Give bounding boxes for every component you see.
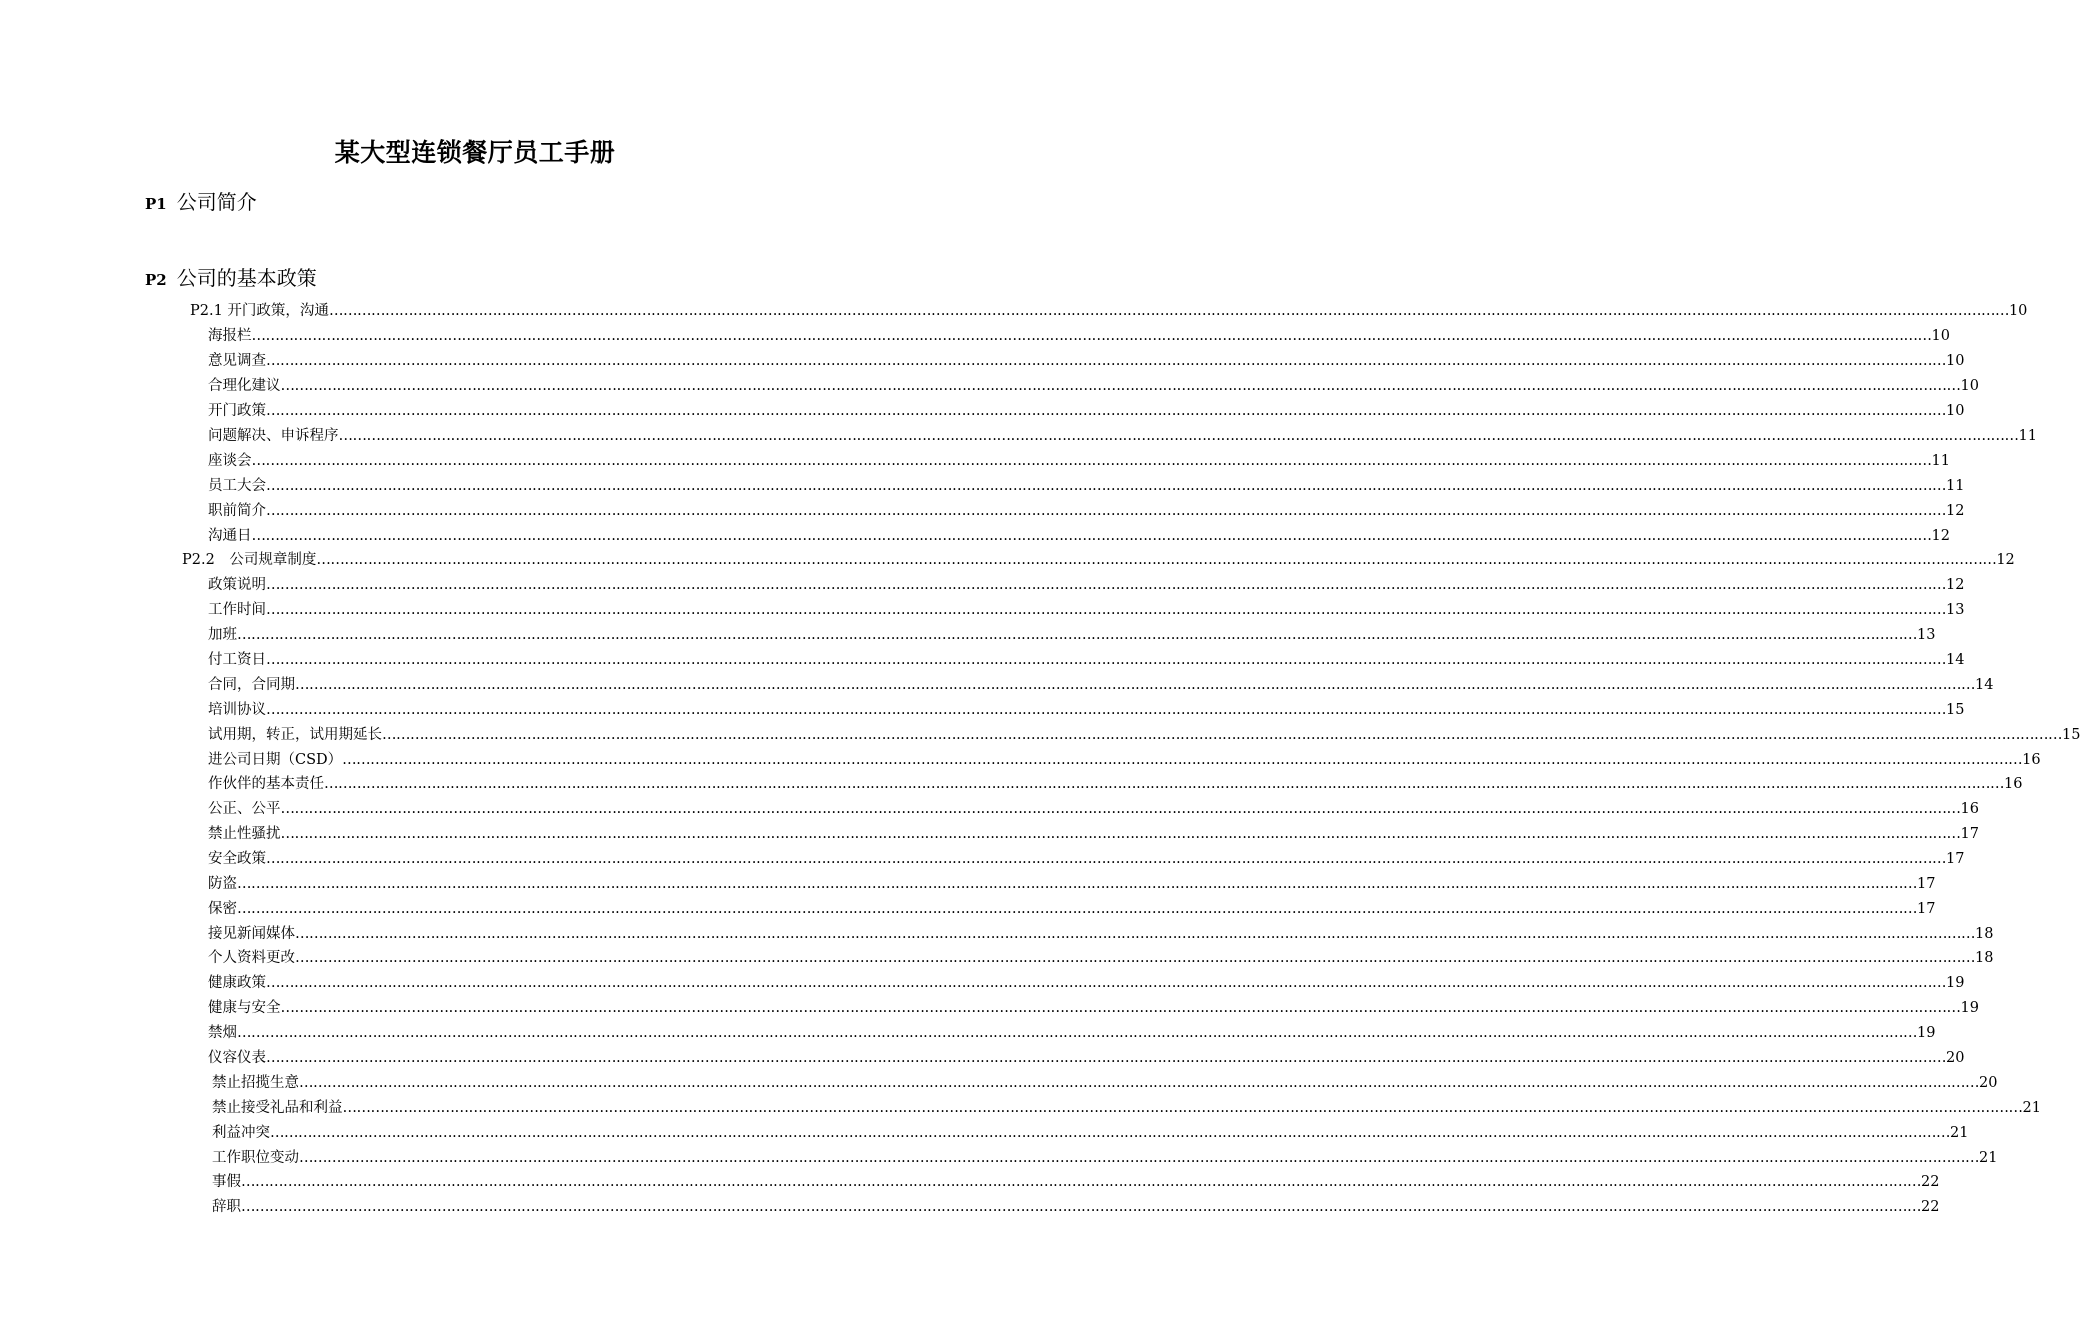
toc-entry [208,624,1936,646]
toc-entry-page: 21 [1979,1150,1998,1166]
toc-entry-label: 保密 [208,901,237,917]
toc-entry [208,375,1979,397]
toc-entry-label: 安全政策 [208,851,266,867]
toc-entry-label: 工作职位变动 [212,1150,299,1166]
toc-entry-page: 13 [1946,602,1965,618]
toc-leader-dots: ……………………………………………………………………………………………………………………………………………………………………………………………………………………………………………………………………………………………………………………………… [295,677,1975,693]
toc-entry-label: 进公司日期（CSD） [208,752,343,768]
toc-entry [208,923,1994,945]
toc-entry [208,873,1936,895]
toc-entry-page: 16 [2022,752,2041,768]
toc-entry-label: 禁止招揽生意 [212,1075,299,1091]
section-heading-p1 [145,186,257,215]
toc-entry-page: 19 [1946,975,1965,991]
toc-entry-label: 利益冲突 [212,1125,270,1141]
toc-entry-label: 政策说明 [208,577,266,593]
toc-entry-label: 问题解决、申诉程序 [208,428,339,444]
toc-entry-page: 21 [2022,1100,2041,1116]
section-title: 公司的基本政策 [176,266,317,290]
toc-entry-page: 10 [2008,303,2028,319]
toc-entry-label: 禁止性骚扰 [208,826,281,842]
toc-entry-label: 工作时间 [208,602,266,618]
toc-entry-page: 12 [1996,552,2015,568]
toc-entry-page: 19 [1960,1000,1979,1016]
toc-entry-label: 合理化建议 [208,378,281,394]
toc-entry-page: 16 [2004,776,2023,792]
toc-entry-page: 21 [1950,1125,1969,1141]
toc-entry [182,549,2015,571]
toc-entry [208,525,1950,547]
toc-entry-label: 事假 [212,1174,241,1190]
toc-entry [208,425,2037,447]
toc-entry-page: 22 [1921,1174,1940,1190]
toc-entry [190,300,2028,322]
toc-entry [208,773,2023,795]
toc-leader-dots: ……………………………………………………………………………………………………………………………………………………………………………………………………………………………………………………………………………………………………………………………… [266,602,1946,618]
toc-entry-page: 16 [1960,801,1979,817]
toc-entry-label: 禁烟 [208,1025,237,1041]
toc-entry [208,848,1965,870]
toc-leader-dots: ……………………………………………………………………………………………………………………………………………………………………………………………………………………………………………………………………………………………………………………………… [342,1100,2023,1116]
toc-entry-page: 11 [2018,428,2037,444]
toc-leader-dots: ……………………………………………………………………………………………………………………………………………………………………………………………………………………………………………………………………………………………………………………………… [324,776,2004,792]
toc-leader-dots: ……………………………………………………………………………………………………………………………………………………………………………………………………………………………………………………………………………………………………………………………… [251,328,1932,344]
toc-entry [208,1047,1965,1069]
toc-entry-label: 辞职 [212,1199,241,1215]
toc-entry-page: 10 [1946,353,1965,369]
toc-entry [212,1196,1940,1218]
toc-entry-label: P2.1 开门政策，沟通 [190,303,329,319]
toc-leader-dots: ……………………………………………………………………………………………………………………………………………………………………………………………………………………………………………………………………………………………………………………………… [251,453,1932,469]
toc-entry-label: 开门政策 [208,403,266,419]
toc-entry [208,997,1979,1019]
toc-entry-page: 11 [1946,478,1965,494]
toc-entry-label: 作伙伴的基本责任 [208,776,324,792]
toc-entry-label: 职前简介 [208,503,266,519]
toc-entry-label: 座谈会 [208,453,252,469]
toc-entry [208,1022,1936,1044]
toc-entry-page: 14 [1946,652,1965,668]
toc-entry-page: 15 [2062,727,2080,743]
toc-entry-page: 13 [1917,627,1936,643]
toc-leader-dots: ……………………………………………………………………………………………………………………………………………………………………………………………………………………………………………………………………………………………………………………………… [299,1150,1979,1166]
toc-entry-label: 试用期，转正，试用期延长 [208,727,382,743]
toc-leader-dots: ……………………………………………………………………………………………………………………………………………………………………………………………………………………………………………………………………………………………………………………………… [342,752,2023,768]
toc-leader-dots: ……………………………………………………………………………………………………………………………………………………………………………………………………………………………………………………………………………………………………………………………… [237,1025,1917,1041]
toc-entry [208,798,1979,820]
toc-entry-label: 仪容仪表 [208,1050,266,1066]
toc-entry-page: 17 [1946,851,1965,867]
toc-entry [212,1147,1998,1169]
toc-entry [208,898,1936,920]
toc-leader-dots: ……………………………………………………………………………………………………………………………………………………………………………………………………………………………………………………………………………………………………………………………… [266,652,1946,668]
section-heading-p2 [145,262,317,291]
toc-entry-page: 10 [1960,378,1979,394]
toc-leader-dots: ……………………………………………………………………………………………………………………………………………………………………………………………………………………………………………………………………………………………………………………………… [266,1050,1946,1066]
toc-entry-label: 合同，合同期 [208,677,295,693]
toc-leader-dots: ……………………………………………………………………………………………………………………………………………………………………………………………………………………………………………………………………………………………………………………………… [266,975,1946,991]
toc-entry [208,972,1965,994]
toc-entry-page: 11 [1931,453,1950,469]
toc-leader-dots: ……………………………………………………………………………………………………………………………………………………………………………………………………………………………………………………………………………………………………………………………… [266,577,1946,593]
toc-entry-page: 15 [1946,702,1965,718]
section-number: P1 [145,195,167,213]
toc-leader-dots: ……………………………………………………………………………………………………………………………………………………………………………………………………………………………………………………………………………………………………………………………… [270,1125,1950,1141]
toc-entry [212,1171,1940,1193]
toc-leader-dots: ……………………………………………………………………………………………………………………………………………………………………………………………………………………………………………………………………………………………………………………………… [295,950,1975,966]
document-title: 某大型连锁餐厅员工手册 [334,138,616,167]
toc-entry [208,475,1965,497]
toc-entry-label: 沟通日 [208,528,252,544]
toc-entry-page: 18 [1975,926,1994,942]
toc-entry [208,450,1950,472]
toc-leader-dots: ……………………………………………………………………………………………………………………………………………………………………………………………………………………………………………………………………………………………………………………………… [280,826,1961,842]
toc-entry [208,724,2080,746]
toc-entry-label: 公正、公平 [208,801,281,817]
toc-leader-dots: ……………………………………………………………………………………………………………………………………………………………………………………………………………………………………………………………………………………………………………………………… [266,478,1946,494]
toc-entry-page: 17 [1917,876,1936,892]
toc-entry-page: 17 [1960,826,1979,842]
toc-leader-dots: ……………………………………………………………………………………………………………………………………………………………………………………………………………………………………………………………………………………………………………………………… [237,901,1917,917]
toc-entry-page: 10 [1946,403,1965,419]
toc-entry [212,1122,1969,1144]
toc-leader-dots: ……………………………………………………………………………………………………………………………………………………………………………………………………………………………………………………………………………………………………………………………… [237,627,1917,643]
toc-entry [208,823,1979,845]
toc-leader-dots: ……………………………………………………………………………………………………………………………………………………………………………………………………………………………………………………………………………………………………………………………… [382,727,2062,743]
toc-entry-page: 14 [1975,677,1994,693]
toc-leader-dots: ……………………………………………………………………………………………………………………………………………………………………………………………………………………………………………………………………………………………………………………………… [328,303,2009,319]
toc-entry-label: 个人资料更改 [208,950,295,966]
toc-entry [208,947,1994,969]
toc-entry [208,400,1965,422]
toc-entry [208,699,1965,721]
toc-entry-page: 20 [1946,1050,1965,1066]
toc-entry-label: 员工大会 [208,478,266,494]
toc-leader-dots: ……………………………………………………………………………………………………………………………………………………………………………………………………………………………………………………………………………………………………………………………… [280,1000,1961,1016]
toc-leader-dots: ……………………………………………………………………………………………………………………………………………………………………………………………………………………………………………………………………………………………………………………………… [266,851,1946,867]
toc-leader-dots: ……………………………………………………………………………………………………………………………………………………………………………………………………………………………………………………………………………………………………………………………… [280,801,1961,817]
toc-leader-dots: ……………………………………………………………………………………………………………………………………………………………………………………………………………………………………………………………………………………………………………………………… [241,1174,1921,1190]
toc-entry [212,1072,1998,1094]
toc-leader-dots: ……………………………………………………………………………………………………………………………………………………………………………………………………………………………………………………………………………………………………………………………… [237,876,1917,892]
toc-entry-label: 接见新闻媒体 [208,926,295,942]
toc-leader-dots: ……………………………………………………………………………………………………………………………………………………………………………………………………………………………………………………………………………………………………………………………… [316,552,1997,568]
toc-leader-dots: ……………………………………………………………………………………………………………………………………………………………………………………………………………………………………………………………………………………………………………………………… [295,926,1975,942]
toc-entry [208,749,2041,771]
toc-entry-page: 12 [1946,577,1965,593]
toc-entry-label: P2.2 公司规章制度 [182,552,317,568]
toc-leader-dots: ……………………………………………………………………………………………………………………………………………………………………………………………………………………………………………………………………………………………………………………………… [280,378,1961,394]
toc-entry-label: 海报栏 [208,328,252,344]
toc-leader-dots: ……………………………………………………………………………………………………………………………………………………………………………………………………………………………………………………………………………………………………………………………… [266,353,1946,369]
toc-entry [208,350,1965,372]
section-number: P2 [145,271,167,289]
toc-entry [212,1097,2041,1119]
toc-entry-page: 18 [1975,950,1994,966]
toc-entry-label: 培训协议 [208,702,266,718]
toc-entry-label: 防盗 [208,876,237,892]
toc-entry [208,574,1965,596]
toc-leader-dots: ……………………………………………………………………………………………………………………………………………………………………………………………………………………………………………………………………………………………………………………………… [251,528,1932,544]
toc-entry [208,599,1965,621]
toc-leader-dots: ……………………………………………………………………………………………………………………………………………………………………………………………………………………………………………………………………………………………………………………………… [266,702,1946,718]
toc-entry-label: 禁止接受礼品和利益 [212,1100,343,1116]
toc-entry-page: 22 [1921,1199,1940,1215]
toc-entry [208,649,1965,671]
toc-entry-page: 12 [1931,528,1950,544]
toc-entry [208,325,1950,347]
toc-entry-page: 10 [1931,328,1950,344]
toc-entry-label: 付工资日 [208,652,266,668]
toc-entry-label: 健康政策 [208,975,266,991]
section-title: 公司简介 [176,190,257,214]
toc-entry-label: 健康与安全 [208,1000,281,1016]
toc-entry-page: 17 [1917,901,1936,917]
toc-leader-dots: ……………………………………………………………………………………………………………………………………………………………………………………………………………………………………………………………………………………………………………………………… [241,1199,1921,1215]
toc-entry [208,674,1994,696]
toc-entry-label: 加班 [208,627,237,643]
toc-leader-dots: ……………………………………………………………………………………………………………………………………………………………………………………………………………………………………………………………………………………………………………………………… [266,403,1946,419]
toc-entry-page: 12 [1946,503,1965,519]
toc-entry-page: 19 [1917,1025,1936,1041]
toc-entry [208,500,1965,522]
toc-leader-dots: ……………………………………………………………………………………………………………………………………………………………………………………………………………………………………………………………………………………………………………………………… [266,503,1946,519]
toc-leader-dots: ……………………………………………………………………………………………………………………………………………………………………………………………………………………………………………………………………………………………………………………………… [338,428,2019,444]
toc-entry-page: 20 [1979,1075,1998,1091]
toc-leader-dots: ……………………………………………………………………………………………………………………………………………………………………………………………………………………………………………………………………………………………………………………………… [299,1075,1979,1091]
toc-entry-label: 意见调查 [208,353,266,369]
